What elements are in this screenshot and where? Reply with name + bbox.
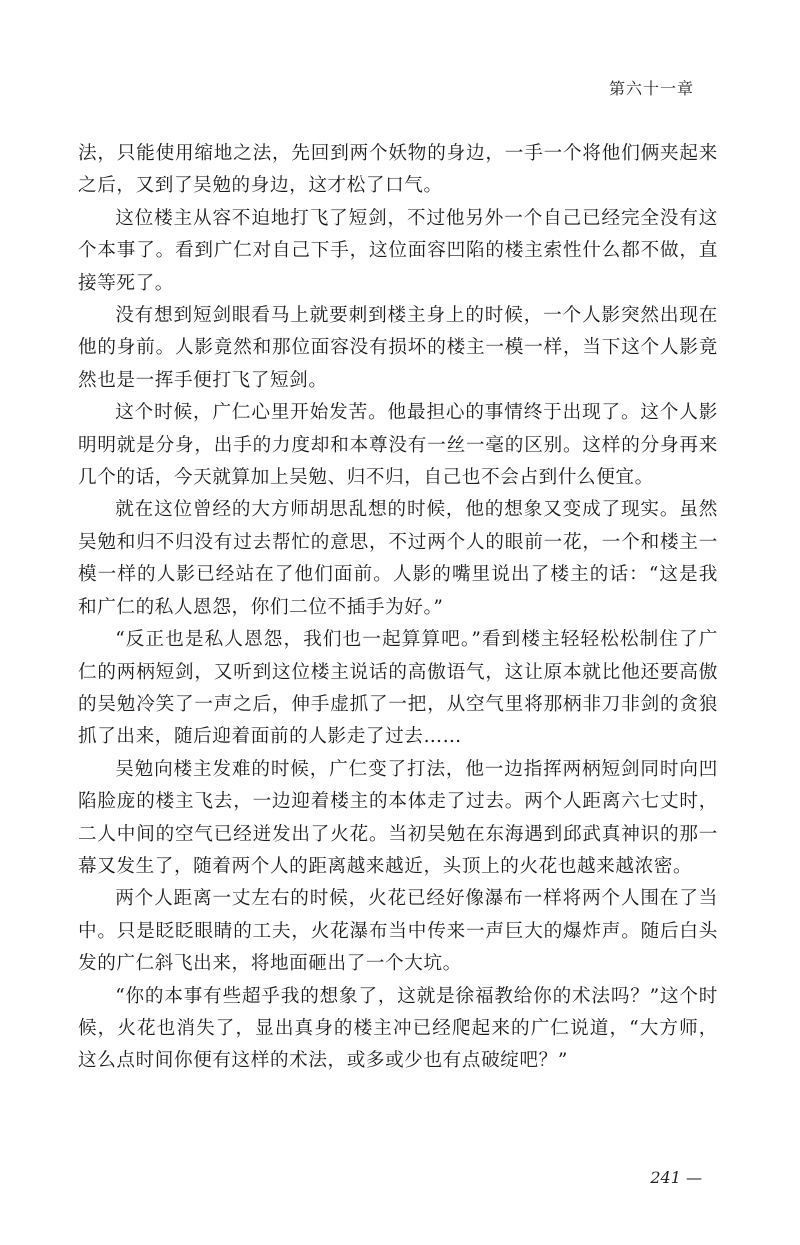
paragraph-8: 两个人距离一丈左右的时候，火花已经好像瀑布一样将两个人围在了当中。只是眨眨眼睛的工夫，火花瀑布当中传来一声巨大的爆炸声。随后白头发的广仁斜飞出来，将地面砸出了一个大坑。 — [78, 888, 718, 975]
body-text — [78, 138, 718, 1078]
paragraph-9: “你的本事有些超乎我的想象了，这就是徐福教给你的术法吗？”这个时候，火花也消失了，显出真身的楼主冲已经爬起来的广仁说道，“大方师，这么点时间你便有这样的术法，或多或少也有点破绽吧？” — [78, 985, 718, 1072]
paragraph-7: 吴勉向楼主发难的时候，广仁变了打法，他一边指挥两柄短剑同时向凹陷脸庞的楼主飞去，一边迎着楼主的本体走了过去。两个人距离六七丈时，二人中间的空气已经迸发出了火花。当初吴勉在东海遇到邱武真神识的那一幕又发生了，随着两个人的距离越来越近，头顶上的火花也越来越浓密。 — [78, 758, 718, 877]
paragraph-1-continued: 法，只能使用缩地之法，先回到两个妖物的身边，一手一个将他们俩夹起来之后，又到了吴勉的身边，这才松了口气。 — [78, 143, 718, 197]
running-header-chapter: 第六十一章 — [608, 79, 694, 98]
paragraph-4: 这个时候，广仁心里开始发苦。他最担心的事情终于出现了。这个人影明明就是分身，出手的力度却和本尊没有一丝一毫的区别。这样的分身再来几个的话，今天就算加上吴勉、归不归，自己也不会占到什么便宜。 — [78, 402, 718, 489]
paragraph-3: 没有想到短剑眼看马上就要刺到楼主身上的时候，一个人影突然出现在他的身前。人影竟然和那位面容没有损坏的楼主一模一样，当下这个人影竟然也是一挥手便打飞了短剑。 — [78, 305, 718, 391]
paragraph-2: 这位楼主从容不迫地打飞了短剑，不过他另外一个自己已经完全没有这个本事了。看到广仁对自己下手，这位面容凹陷的楼主索性什么都不做，直接等死了。 — [78, 207, 718, 294]
page-number-dash: — — [686, 1168, 702, 1187]
paragraph-5: 就在这位曾经的大方师胡思乱想的时候，他的想象又变成了现实。虽然吴勉和归不归没有过去帮忙的意思，不过两个人的眼前一花，一个和楼主一模一样的人影已经站在了他们面前。人影的嘴里说出了楼主的话：“这是我和广仁的私人恩怨，你们二位不插手为好。” — [78, 499, 718, 618]
paragraph-6: “反正也是私人恩怨，我们也一起算算吧。”看到楼主轻轻松松制住了广仁的两柄短剑，又听到这位楼主说话的高傲语气，这让原本就比他还要高傲的吴勉冷笑了一声之后，伸手虚抓了一把，从空气里将那柄非刀非剑的贪狼抓了出来，随后迎着面前的人影走了过去…… — [78, 629, 718, 748]
page-number — [650, 1168, 702, 1187]
page-number-value: 241 — [650, 1168, 681, 1187]
